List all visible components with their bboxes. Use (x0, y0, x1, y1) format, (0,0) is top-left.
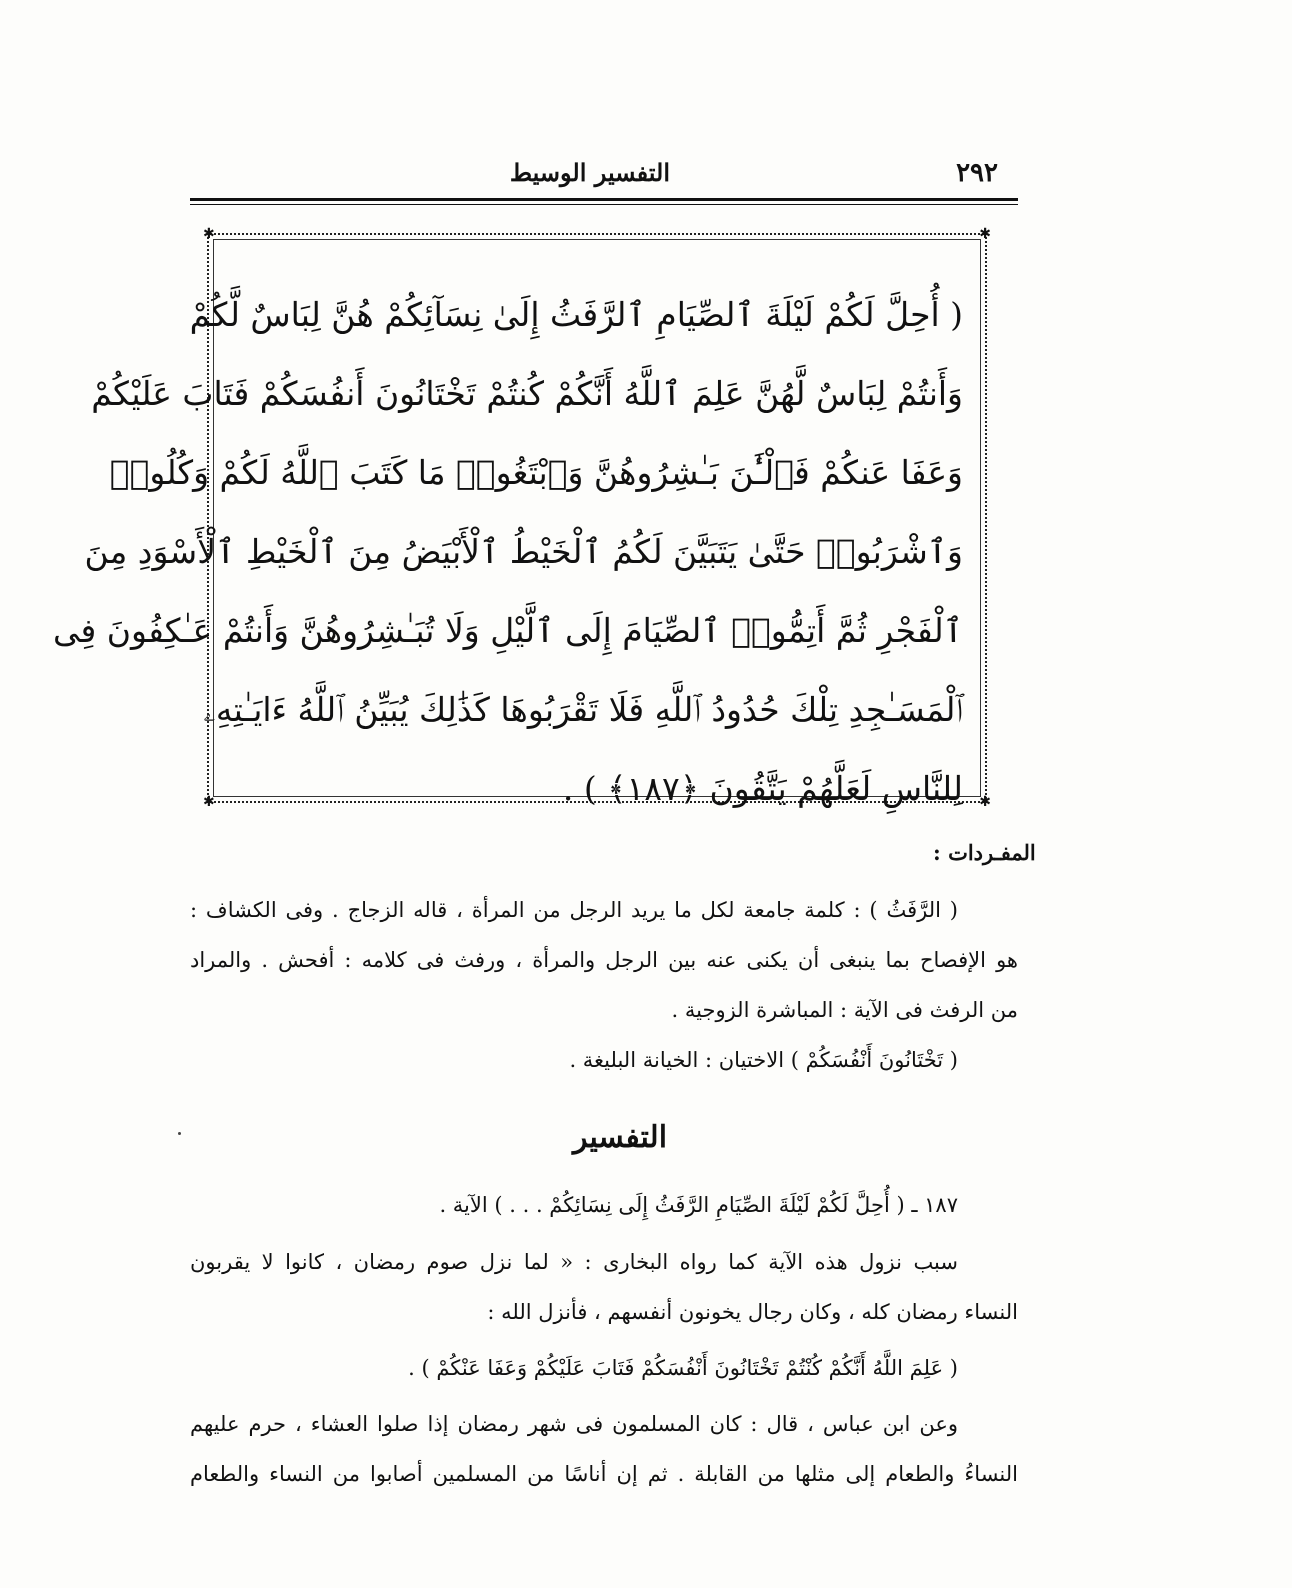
frame-corner-ornament: ✱ (203, 226, 215, 242)
header-rule (190, 198, 1018, 201)
tafsir-line: النساءُ والطعام إلى مثلها من القابلة . ثم إن أناسًا من المسلمين أصابوا من النساء والطعام (190, 1462, 1018, 1486)
frame-corner-ornament: ✱ (979, 226, 991, 242)
tafsir-body (190, 1237, 1018, 1499)
tafsir-line: سبب نزول هذه الآية كما رواه البخارى : « لما نزل صوم رمضان ، كانوا لا يقربون (190, 1250, 958, 1274)
page-number: ٢٩٢ (956, 158, 998, 188)
verse-line: ( أُحِلَّ لَكُمْ لَيْلَةَ ٱلصِّيَامِ ٱلرَّفَثُ إِلَىٰ نِسَآئِكُمْ هُنَّ لِبَاسٌ لَّكُمْ (189, 295, 963, 334)
vocabulary-line: من الرفث فى الآية : المباشرة الزوجية . (671, 998, 1018, 1022)
vocabulary-heading: المفـردات : (933, 840, 1036, 865)
vocabulary-line: ( الرَّفَثُ ) : كلمة جامعة لكل ما يريد الرجل من المرأة ، قاله الزجاج . وفى الكشاف : (190, 898, 958, 922)
verse-line: وَأَنتُمْ لِبَاسٌ لَّهُنَّ عَلِمَ ٱللَّهُ أَنَّكُمْ كُنتُمْ تَخْتَانُونَ أَنفُسَكُمْ فَتَابَ عَلَيْكُمْ (91, 374, 963, 413)
vocabulary-block (190, 885, 1018, 1085)
tafsir-line: وعن ابن عباس ، قال : كان المسلمون فى شهر رمضان إذا صلوا العشاء ، حرم عليهم (190, 1412, 958, 1436)
scan-speck (178, 1132, 181, 1135)
vocabulary-line: ( تَخْتَانُونَ أَنْفُسَكُمْ ) الاختيان : الخيانة البليغة . (569, 1048, 958, 1072)
verse-reference-line: ١٨٧ ـ ( أُحِلَّ لَكُمْ لَيْلَةَ الصِّيَامِ الرَّفَثُ إِلَى نِسَائِكُمْ . . . ) الآية . (439, 1193, 958, 1217)
verse-line: ٱلْفَجْرِ ثُمَّ أَتِمُّوا۟ ٱلصِّيَامَ إِلَى ٱلَّيْلِ وَلَا تُبَـٰشِرُوهُنَّ وَأَنتُمْ عَـٰكِفُونَ فِى (53, 611, 963, 650)
frame-corner-ornament: ✱ (203, 794, 215, 810)
tafsir-verse-reference (190, 1180, 1018, 1230)
tafsir-line: ( عَلِمَ اللَّهُ أَنَّكُمْ كُنْتُمْ تَخْتَانُونَ أَنْفُسَكُمْ فَتَابَ عَلَيْكُمْ وَعَفَا عَنْكُمْ ) . (408, 1356, 958, 1380)
tafsir-heading: التفسير (572, 1120, 668, 1155)
frame-corner-ornament: ✱ (979, 794, 991, 810)
header-rule-thin (190, 204, 1018, 205)
tafsir-line: النساء رمضان كله ، وكان رجال يخونون أنفسهم ، فأنزل الله : (487, 1300, 1018, 1324)
vocabulary-line: هو الإفصاح بما ينبغى أن يكنى عنه بين الرجل والمرأة ، ورفث فى كلامه : أفحش . والمراد (190, 948, 1018, 972)
verse-line: ٱلْمَسَـٰجِدِ تِلْكَ حُدُودُ ٱللَّهِ فَلَا تَقْرَبُوهَا كَذَٰلِكَ يُبَيِّنُ ٱللَّهُ ءَايَـٰتِهِۦ (203, 690, 963, 729)
running-title: التفسير الوسيط (509, 158, 670, 187)
verse-line: وَعَفَا عَنكُمْ فَٱلْـَٰٔنَ بَـٰشِرُوهُنَّ وَٱبْتَغُوا۟ مَا كَتَبَ ٱللَّهُ لَكُمْ وَكُلُوا۟ (109, 453, 963, 492)
verse-line: وَٱشْرَبُوا۟ حَتَّىٰ يَتَبَيَّنَ لَكُمُ ٱلْخَيْطُ ٱلْأَبْيَضُ مِنَ ٱلْخَيْطِ ٱلْأَسْوَدِ مِنَ (84, 532, 963, 571)
page-header (190, 150, 1020, 194)
quran-verse-block (53, 280, 963, 833)
verse-line: لِلنَّاسِ لَعَلَّهُمْ يَتَّقُونَ ﴿١٨٧﴾ ) . (562, 769, 963, 808)
